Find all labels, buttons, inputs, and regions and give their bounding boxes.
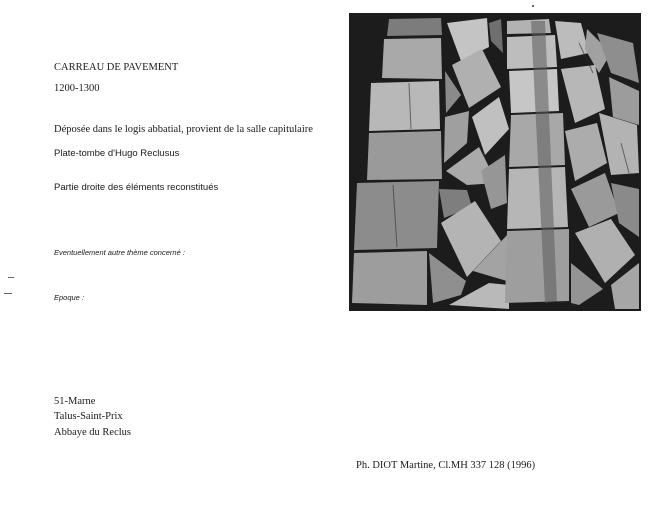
record-provenance: Déposée dans le logis abbatial, provient de la salle capitulaire (54, 124, 313, 135)
scan-mark (532, 5, 534, 7)
location-commune: Talus-Saint-Prix (54, 411, 123, 422)
record-subject: Plate-tombe d'Hugo Reclusus (54, 148, 180, 159)
photo-credit: Ph. DIOT Martine, Cl.MH 337 128 (1996) (356, 460, 536, 471)
tile-photograph (349, 13, 641, 311)
epoch-label: Epoque : (54, 293, 85, 302)
other-theme-label: Eventuellement autre thème concerné : (54, 248, 185, 257)
record-date: 1200-1300 (54, 83, 100, 94)
scan-mark (4, 293, 12, 294)
scan-mark (8, 277, 14, 278)
location-department: 51-Marne (54, 396, 96, 407)
record-detail: Partie droite des éléments reconstitués (54, 182, 219, 193)
location-site: Abbaye du Reclus (54, 427, 131, 438)
record-title: CARREAU DE PAVEMENT (54, 62, 179, 73)
